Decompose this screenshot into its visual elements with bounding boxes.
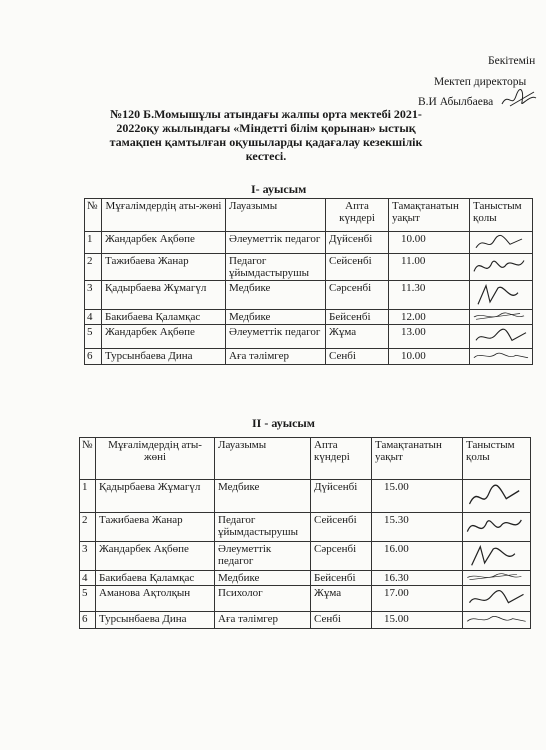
teacher-position: Педагог ұйымдастырушы [215,513,311,542]
weekday: Бейсенбі [326,310,389,325]
teacher-name: Қадырбаева Жұмагүл [102,281,226,310]
teacher-position: Психолог [215,586,311,612]
col-header-position: Лауазымы [226,199,326,232]
director-signature [500,88,540,110]
handwritten-signature [463,612,530,628]
teacher-name: Бакибаева Қаламқас [96,571,215,586]
col-header-day: Апта күндері [326,199,389,232]
handwritten-signature [470,310,532,324]
row-number: 3 [85,281,102,310]
approval-line-name: В.И Абылбаева [418,96,494,108]
meal-time: 15.30 [372,513,463,542]
signature-cell [470,325,533,349]
teacher-position: Әлеуметтік педагог [226,232,326,254]
handwritten-signature [470,325,532,348]
weekday: Сейсенбі [311,513,372,542]
row-number: 5 [85,325,102,349]
row-number: 4 [85,310,102,325]
meal-time: 13.00 [389,325,470,349]
teacher-name: Жандарбек Ақбөпе [102,232,226,254]
handwritten-signature [470,349,532,364]
row-number: 5 [80,586,96,612]
table-row [85,232,533,254]
handwritten-signature [470,281,532,309]
weekday: Дүйсенбі [326,232,389,254]
table-row [80,586,531,612]
meal-time: 12.00 [389,310,470,325]
teacher-name: Тажибаева Жанар [96,513,215,542]
handwritten-signature [463,513,530,541]
col-header-signature: Таныстым қолы [463,438,531,480]
handwritten-signature [463,480,530,512]
teacher-name: Жандарбек Ақбөпе [102,325,226,349]
col-header-number: № [80,438,96,480]
teacher-name: Жандарбек Ақбөпе [96,542,215,571]
col-header-name: Мұғалімдердің аты-жөні [102,199,226,232]
table-header-row [80,438,531,480]
signature-cell [470,281,533,310]
table-row [85,325,533,349]
meal-time: 16.00 [372,542,463,571]
weekday: Сенбі [311,612,372,629]
signature-cell [463,513,531,542]
table-row [85,254,533,281]
teacher-name: Аманова Ақтолқын [96,586,215,612]
teacher-name: Бакибаева Қаламқас [102,310,226,325]
meal-time: 17.00 [372,586,463,612]
teacher-position: Педагог ұйымдастырушы [226,254,326,281]
teacher-position: Медбике [226,281,326,310]
meal-time: 15.00 [372,480,463,513]
col-header-number: № [85,199,102,232]
signature-cell [470,254,533,281]
weekday: Сенбі [326,349,389,365]
row-number: 1 [85,232,102,254]
table-row [80,480,531,513]
teacher-position: Медбике [215,571,311,586]
table-row [85,349,533,365]
shift-1-table [84,198,533,365]
meal-time: 16.30 [372,571,463,586]
shift-2-table [79,437,531,629]
weekday: Сәрсенбі [326,281,389,310]
meal-time: 10.00 [389,349,470,365]
signature-cell [463,612,531,629]
signature-cell [463,542,531,571]
col-header-position: Лауазымы [215,438,311,480]
signature-cell [470,349,533,365]
signature-cell [463,586,531,612]
row-number: 2 [85,254,102,281]
meal-time: 11.00 [389,254,470,281]
weekday: Жұма [311,586,372,612]
weekday: Бейсенбі [311,571,372,586]
shift-1-heading: I- ауысым [251,182,307,196]
weekday: Сәрсенбі [311,542,372,571]
signature-cell [463,571,531,586]
teacher-name: Турсынбаева Дина [96,612,215,629]
approval-line-approve: Бекітемін [488,55,536,67]
handwritten-signature [470,254,532,280]
weekday: Дүйсенбі [311,480,372,513]
col-header-signature: Таныстым қолы [470,199,533,232]
handwritten-signature [463,586,530,611]
row-number: 6 [85,349,102,365]
row-number: 6 [80,612,96,629]
col-header-time: Тамақтанатын уақыт [372,438,463,480]
table-row [85,281,533,310]
meal-time: 11.30 [389,281,470,310]
teacher-position: Аға тәлімгер [226,349,326,365]
meal-time: 15.00 [372,612,463,629]
document-title: №120 Б.Момышұлы атындағы жалпы орта мектебі 2021-2022оқу жылындағы «Міндетті білім қорынан» ыстық тамақпен қамтылған оқушыларды қадағалау кезекшілік кестесі. [109,107,423,164]
signature-cell [470,310,533,325]
row-number: 2 [80,513,96,542]
weekday: Жұма [326,325,389,349]
teacher-name: Турсынбаева Дина [102,349,226,365]
signature-cell [463,480,531,513]
row-number: 4 [80,571,96,586]
handwritten-signature [463,542,530,570]
handwritten-signature [470,232,532,253]
table-row [80,513,531,542]
teacher-position: Медбике [215,480,311,513]
teacher-position: Әлеуметтік педагог [226,325,326,349]
table-row [80,612,531,629]
approval-line-director: Мектеп директоры [434,76,527,88]
teacher-position: Әлеуметтік педагог [215,542,311,571]
teacher-name: Тажибаева Жанар [102,254,226,281]
table-row [80,542,531,571]
col-header-name: Мұғалімдердің аты-жөні [96,438,215,480]
signature-cell [470,232,533,254]
col-header-day: Апта күндері [311,438,372,480]
teacher-name: Қадырбаева Жұмагүл [96,480,215,513]
shift-2-heading: II - ауысым [252,416,315,430]
teacher-position: Медбике [226,310,326,325]
col-header-time: Тамақтанатын уақыт [389,199,470,232]
row-number: 1 [80,480,96,513]
table-row [85,310,533,325]
table-row [80,571,531,586]
teacher-position: Аға тәлімгер [215,612,311,629]
meal-time: 10.00 [389,232,470,254]
weekday: Сейсенбі [326,254,389,281]
handwritten-signature [463,571,530,584]
table-header-row [85,199,533,232]
row-number: 3 [80,542,96,571]
